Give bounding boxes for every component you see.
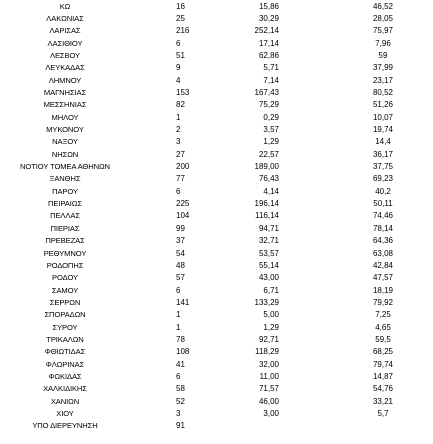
- average-cell: [333, 420, 433, 432]
- table-row: [0, 210, 433, 222]
- table-row: [0, 371, 433, 383]
- table-row: [0, 346, 433, 358]
- region-cell: ΜΗΛΟΥ: [51, 112, 79, 122]
- table-row: [0, 420, 433, 432]
- average-cell: 42,84: [372, 260, 394, 270]
- total-cases-cell: 82: [176, 100, 185, 110]
- cases-per-period-cell: 4,14: [263, 186, 279, 196]
- table-row: [0, 1, 433, 13]
- total-cases-cell: 3: [176, 137, 181, 147]
- average-cell: 59: [378, 50, 388, 60]
- cases-per-period-cell: 7,14: [263, 75, 279, 85]
- total-cases-cell: 6: [176, 186, 181, 196]
- region-cell: ΝΑΞΟΥ: [52, 137, 78, 147]
- total-cases-cell: 153: [176, 87, 190, 97]
- total-cases-cell: 48: [176, 260, 185, 270]
- cases-per-period-cell: 92,71: [258, 334, 279, 344]
- total-cases-cell: 52: [176, 396, 185, 406]
- region-cell: ΦΘΙΩΤΙΔΑΣ: [44, 347, 86, 357]
- cases-per-period-cell: 252,14: [254, 26, 279, 36]
- table-row: [0, 383, 433, 395]
- cases-per-period-cell: 1,29: [263, 137, 279, 147]
- region-cell: ΛΑΡΙΣΑΣ: [49, 26, 81, 36]
- cases-per-period-cell: 6,71: [263, 285, 279, 295]
- average-cell: 50,11: [373, 199, 393, 209]
- average-cell: 74,46: [372, 211, 394, 221]
- table-row: [0, 235, 433, 247]
- region-cell: ΣΠΟΡΑΔΩΝ: [44, 310, 86, 320]
- region-cell: ΣΕΡΡΩΝ: [49, 297, 81, 307]
- average-cell: 46,52: [372, 1, 394, 11]
- region-cell: ΡΟΔΟΥ: [52, 273, 78, 283]
- average-cell: 40,2: [375, 186, 391, 196]
- region-cell: ΤΡΙΚΑΛΩΝ: [46, 334, 84, 344]
- region-cell: ΝΟΤΙΟΥ ΤΟΜΕΑ ΑΘΗΝΩΝ: [20, 162, 110, 172]
- table-row: [0, 13, 433, 25]
- average-cell: 47,57: [372, 273, 394, 283]
- average-cell: 59,5: [375, 334, 391, 344]
- average-cell: 64,36: [372, 236, 394, 246]
- region-cell: ΠΡΕΒΕΖΑΣ: [45, 236, 85, 246]
- average-cell: 14,4: [375, 137, 391, 147]
- table-row: [0, 309, 433, 321]
- average-cell: 68,25: [372, 347, 394, 357]
- region-cell: ΛΑΚΩΝΙΑΣ: [46, 13, 84, 23]
- table-row: [0, 112, 433, 124]
- cases-per-period-cell: 167,43: [254, 87, 279, 97]
- cases-per-period-cell: 32,00: [258, 359, 279, 369]
- total-cases-cell: 1: [176, 322, 181, 332]
- total-cases-cell: 51: [176, 50, 185, 60]
- cases-per-period-cell: 62,86: [258, 50, 279, 60]
- total-cases-cell: 57: [176, 273, 185, 283]
- table-row: [0, 285, 433, 297]
- region-cell: ΦΛΩΡΙΝΑΣ: [45, 359, 85, 369]
- cases-per-period-cell: 55,14: [258, 260, 279, 270]
- cases-per-period-cell: 189,00: [254, 162, 279, 172]
- cases-per-period-cell: 46,00: [258, 396, 279, 406]
- average-cell: 4,65: [375, 322, 391, 332]
- total-cases-cell: 41: [176, 359, 185, 369]
- total-cases-cell: 25: [176, 13, 185, 23]
- table-row: [0, 198, 433, 210]
- average-cell: 10,07: [372, 112, 394, 122]
- average-cell: 54,76: [372, 384, 394, 394]
- table-row: [0, 161, 433, 173]
- total-cases-cell: 16: [176, 1, 185, 11]
- total-cases-cell: 58: [176, 384, 185, 394]
- total-cases-cell: 141: [176, 297, 190, 307]
- average-cell: 7,96: [375, 38, 391, 48]
- table-row: [0, 272, 433, 284]
- region-cell: ΛΕΥΚΑΔΑΣ: [45, 63, 85, 73]
- table-row: [0, 297, 433, 309]
- total-cases-cell: 2: [176, 125, 181, 134]
- region-cell: ΚΩ: [59, 1, 71, 11]
- cases-per-period-cell: 116,14: [255, 211, 279, 221]
- table-row: [0, 260, 433, 272]
- average-cell: 37,75: [372, 162, 394, 172]
- table-row: [0, 396, 433, 408]
- region-cell: ΜΕΣΣΗΝΙΑΣ: [43, 100, 87, 110]
- table-row: [0, 62, 433, 74]
- region-cell: ΜΑΓΝΗΣΙΑΣ: [43, 87, 87, 97]
- cases-per-period-cell: 5,00: [263, 310, 279, 320]
- cases-per-period-cell: 3,00: [263, 409, 279, 419]
- table-row: [0, 50, 433, 62]
- average-cell: 37,99: [372, 63, 394, 73]
- table-row: [0, 149, 433, 161]
- average-cell: 51,26: [372, 100, 394, 110]
- total-cases-cell: 108: [176, 347, 190, 357]
- region-cell: ΛΑΣΙΘΙΟΥ: [47, 38, 83, 48]
- total-cases-cell: 3: [176, 409, 181, 419]
- region-cell: ΛΕΣΒΟΥ: [49, 50, 81, 60]
- cases-per-period-cell: 0,29: [263, 112, 279, 122]
- total-cases-cell: 6: [176, 372, 181, 381]
- cases-per-period-cell: 76,43: [258, 174, 279, 184]
- region-cell: ΡΟΔΟΠΗΣ: [46, 260, 84, 270]
- table-row: [0, 99, 433, 111]
- total-cases-cell: 4: [176, 75, 181, 85]
- region-cell: ΥΠΟ ΔΙΕΡΕΥΝΗΣΗ: [32, 421, 98, 431]
- region-cell: ΛΗΜΝΟΥ: [48, 75, 82, 85]
- cases-per-period-cell: 1,29: [263, 322, 279, 332]
- total-cases-cell: 37: [176, 236, 185, 246]
- average-cell: 7,25: [375, 310, 391, 320]
- total-cases-cell: 200: [176, 162, 190, 172]
- cases-per-period-cell: 94,71: [258, 223, 279, 233]
- average-cell: 36,17: [372, 149, 394, 159]
- total-cases-cell: 9: [176, 63, 181, 73]
- cases-per-period-cell: 43,00: [258, 273, 279, 283]
- region-cell: ΠΕΛΛΑΣ: [50, 211, 80, 221]
- average-cell: 78,14: [372, 223, 394, 233]
- total-cases-cell: 77: [176, 174, 185, 184]
- cases-per-period-cell: 75,29: [258, 100, 279, 110]
- average-cell: 75,97: [372, 26, 394, 36]
- table-row: [0, 248, 433, 260]
- table-row: [0, 359, 433, 371]
- cases-per-period-cell: 71,57: [258, 384, 279, 394]
- total-cases-cell: 27: [176, 149, 185, 159]
- average-cell: 80,52: [372, 87, 394, 97]
- region-cell: ΧΑΝΙΩΝ: [50, 396, 80, 406]
- total-cases-cell: 225: [176, 199, 190, 209]
- table-row: [0, 408, 433, 420]
- average-cell: 23,17: [372, 75, 394, 85]
- table-row: [0, 186, 433, 198]
- cases-per-period-cell: 15,86: [258, 1, 279, 11]
- region-cell: ΣΥΡΟΥ: [52, 322, 78, 332]
- table-row: [0, 25, 433, 37]
- total-cases-cell: 99: [176, 223, 185, 233]
- table-row: [0, 173, 433, 185]
- average-cell: 5,7: [377, 409, 389, 419]
- cases-per-period-cell: 17,14: [258, 38, 279, 48]
- region-cell: ΣΑΜΟΥ: [51, 285, 79, 295]
- cases-per-period-cell: 11,00: [259, 372, 279, 381]
- average-cell: 79,92: [372, 297, 394, 307]
- table-row: [0, 334, 433, 346]
- cases-per-period-cell: 133,29: [254, 297, 279, 307]
- total-cases-cell: 54: [176, 248, 185, 258]
- region-cell: ΡΕΘΥΜΝΟΥ: [43, 248, 87, 258]
- cases-per-period-cell: 5,71: [263, 63, 279, 73]
- region-cell: ΜΥΚΟΝΟΥ: [46, 125, 84, 134]
- table-row: [0, 322, 433, 334]
- total-cases-cell: 78: [176, 334, 185, 344]
- region-cell: ΦΩΚΙΔΑΣ: [48, 372, 82, 381]
- average-cell: 19,74: [372, 125, 394, 134]
- total-cases-cell: 91: [176, 421, 185, 431]
- cases-per-period-cell: 118,29: [255, 347, 279, 357]
- average-cell: 63,08: [372, 248, 394, 258]
- total-cases-cell: 1: [176, 310, 181, 320]
- average-cell: 79,74: [372, 359, 394, 369]
- cases-per-period-cell: 32,71: [258, 236, 279, 246]
- region-cell: ΠΕΙΡΑΙΩΣ: [48, 199, 82, 209]
- table-row: [0, 124, 433, 136]
- total-cases-cell: 104: [176, 211, 190, 221]
- average-cell: 28,05: [372, 13, 394, 23]
- region-cell: ΝΗΣΩΝ: [51, 149, 79, 159]
- cases-per-period-cell: 22,57: [258, 149, 279, 159]
- region-cell: ΞΑΝΘΗΣ: [49, 174, 81, 184]
- average-cell: 14,87: [372, 372, 394, 381]
- table-row: [0, 223, 433, 235]
- average-cell: 33,21: [372, 396, 394, 406]
- region-cell: ΠΙΕΡΙΑΣ: [50, 223, 80, 233]
- region-cell: ΧΙΟΥ: [56, 409, 74, 419]
- table-row: [0, 87, 433, 99]
- total-cases-cell: 6: [176, 38, 181, 48]
- region-cell: ΧΑΛΚΙΔΙΚΗΣ: [43, 384, 87, 394]
- table-row: [0, 38, 433, 50]
- table-row: [0, 75, 433, 87]
- average-cell: 69,23: [372, 174, 394, 184]
- cases-per-period-cell: 53,57: [258, 248, 279, 258]
- cases-per-period-cell: 3,57: [263, 125, 279, 134]
- region-cell: ΠΑΡΟΥ: [52, 186, 78, 196]
- table-row: [0, 136, 433, 148]
- cases-per-period-cell: 196,14: [254, 199, 279, 209]
- cases-per-period-cell: 30,29: [258, 13, 279, 23]
- total-cases-cell: 1: [176, 112, 181, 122]
- average-cell: 18,19: [372, 285, 394, 295]
- total-cases-cell: 216: [176, 26, 190, 36]
- total-cases-cell: 6: [176, 285, 181, 295]
